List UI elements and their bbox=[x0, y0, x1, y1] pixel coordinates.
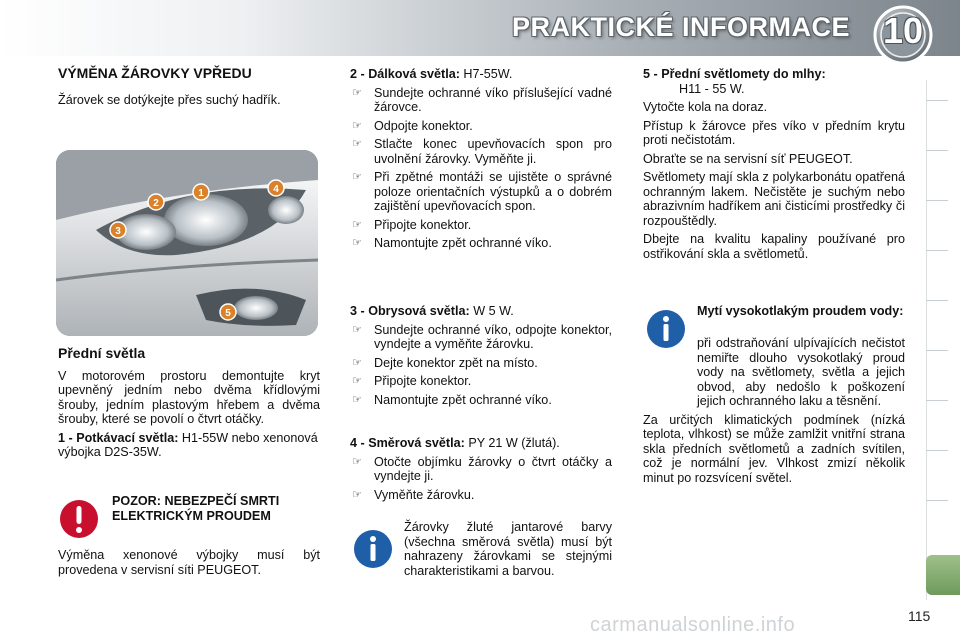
list-item: ☞ Namontujte zpět ochranné víko. bbox=[350, 236, 612, 251]
headlight-photo bbox=[56, 150, 318, 336]
list-item: ☞ Při zpětné montáži se ujistěte o správné poloze orientačních výstupků a o dobrém zajištění upevňovacích spon. bbox=[350, 170, 612, 214]
warning-title: POZOR: NEBEZPEČÍ SMRTI ELEKTRICKÝM PROUDEM bbox=[112, 494, 280, 523]
item-3-header: 3 - Obrysová světla: W 5 W. bbox=[350, 304, 514, 318]
list-item: ☞ Připojte konektor. bbox=[350, 218, 612, 233]
item-2-header: 2 - Dálková světla: H7-55W. bbox=[350, 67, 513, 81]
item-2-steps bbox=[350, 86, 612, 251]
item-5-header: 5 - Přední světlomety do mlhy: bbox=[643, 67, 826, 81]
list-item: ☞ Vyměňte žárovku. bbox=[350, 488, 612, 503]
marker-3-label: 3 bbox=[115, 226, 121, 237]
hand-icon: ☞ bbox=[352, 138, 362, 150]
item-5-value: H11 - 55 W. bbox=[679, 81, 745, 96]
hand-icon: ☞ bbox=[352, 488, 362, 501]
hand-icon: ☞ bbox=[352, 375, 362, 387]
list-item: ☞ Stlačte konec upevňovacích spon pro uvolnění žárovky. Vyměňte ji. bbox=[350, 137, 612, 166]
column-left bbox=[58, 66, 320, 111]
paragraph: Dbejte na kvalitu kapaliny používané pro ostřikování skla a světlometů. bbox=[643, 232, 905, 261]
page-header bbox=[0, 0, 960, 56]
hand-icon: ☞ bbox=[352, 119, 362, 132]
hand-icon: ☞ bbox=[352, 237, 362, 249]
info-note-bulbs: Žárovky žluté jantarové barvy (všechna směrová světla) musí být nahrazeny žárovkami se stejnými charakteristikami a barvou. bbox=[404, 520, 612, 578]
hand-icon: ☞ bbox=[352, 455, 362, 468]
list-item: ☞ Otočte objímku žárovky o čtvrt otáčky a vyndejte ji. bbox=[350, 455, 612, 484]
front-lights-text: V motorovém prostoru demontujte kryt upevněný jedním nebo dvěma křídlovými šrouby, jedním plastovým hřebem a dvěma šrouby, které se povolí o čtvrt otáčky. bbox=[58, 368, 320, 426]
warning-icon bbox=[58, 498, 100, 540]
info-washing-title: Mytí vysokotlakým proudem vody: bbox=[697, 304, 904, 318]
hand-icon: ☞ bbox=[352, 218, 362, 231]
paragraph: Obraťte se na servisní síť PEUGEOT. bbox=[643, 151, 853, 166]
intro-text: Žárovek se dotýkejte přes suchý hadřík. bbox=[58, 92, 281, 107]
list-item: ☞ Připojte konektor. bbox=[350, 374, 612, 389]
watermark: carmanualsonline.info bbox=[590, 614, 796, 636]
hand-icon: ☞ bbox=[352, 323, 362, 336]
marker-2-label: 2 bbox=[153, 198, 159, 209]
list-item: ☞ Odpojte konektor. bbox=[350, 119, 612, 134]
hand-icon: ☞ bbox=[352, 356, 362, 369]
column-middle bbox=[350, 67, 612, 255]
item-3-block bbox=[350, 304, 612, 411]
active-chapter-tab[interactable] bbox=[926, 555, 960, 595]
hand-icon: ☞ bbox=[352, 171, 362, 183]
chapter-number: 10 bbox=[882, 10, 924, 51]
hand-icon: ☞ bbox=[352, 393, 362, 406]
paragraph: Světlomety mají skla z polykarbonátu opatřená ochranným lakem. Nečistěte je suchým nebo abrazivním hadříkem ani čisticími prostředky či rozpouštědly. bbox=[643, 170, 905, 228]
marker-5-label: 5 bbox=[225, 308, 231, 319]
front-lights-section bbox=[58, 346, 320, 464]
info-icon bbox=[352, 528, 394, 570]
item-1: 1 - Potkávací světla: H1-55W nebo xenonová výbojka D2S-35W. bbox=[58, 430, 318, 459]
page-title: PRAKTICKÉ INFORMACE bbox=[512, 12, 850, 42]
page-number: 115 bbox=[908, 608, 931, 624]
marker-4-label: 4 bbox=[273, 184, 279, 195]
item-4-header: 4 - Směrová světla: PY 21 W (žlutá). bbox=[350, 436, 560, 450]
list-item: ☞ Sundejte ochranné víko příslušející vadné žárovce. bbox=[350, 86, 612, 115]
list-item: ☞ Namontujte zpět ochranné víko. bbox=[350, 393, 612, 408]
info-washing-text: při odstraňování ulpívajících nečistot nemiřte dlouho vysokotlaký proud vody na světlomety, světla a jejich obvod, aby nedošlo k poškození jejich ochranného laku a těsnění. Za určitých klimatických podmínek (nízká teplota, vlhkost) se může zamlžit vnitřní strana skla předních světlometů a zadních svítilen, což je normální jev. Vlhkost zmizí několik minut po rozsvícení světel. bbox=[643, 336, 905, 485]
column-right bbox=[643, 67, 905, 265]
chapter-tabs bbox=[926, 80, 960, 600]
section-heading: VÝMĚNA ŽÁROVKY VPŘEDU bbox=[58, 65, 252, 81]
item-4-block bbox=[350, 436, 612, 506]
hand-icon: ☞ bbox=[352, 86, 362, 99]
list-item: ☞ Sundejte ochranné víko, odpojte konektor, vyndejte a vyměňte žárovku. bbox=[350, 323, 612, 352]
marker-1-label: 1 bbox=[198, 188, 204, 199]
front-lights-title: Přední světla bbox=[58, 345, 146, 361]
warning-text: Výměna xenonové výbojky musí být provedena v servisní síti PEUGEOT. bbox=[58, 548, 320, 577]
paragraph: Vytočte kola na doraz. bbox=[643, 100, 768, 114]
car-front-illustration bbox=[56, 150, 318, 336]
paragraph: Přístup k žárovce přes víko v předním krytu proti nečistotám. bbox=[643, 118, 905, 147]
list-item: ☞ Dejte konektor zpět na místo. bbox=[350, 356, 612, 371]
